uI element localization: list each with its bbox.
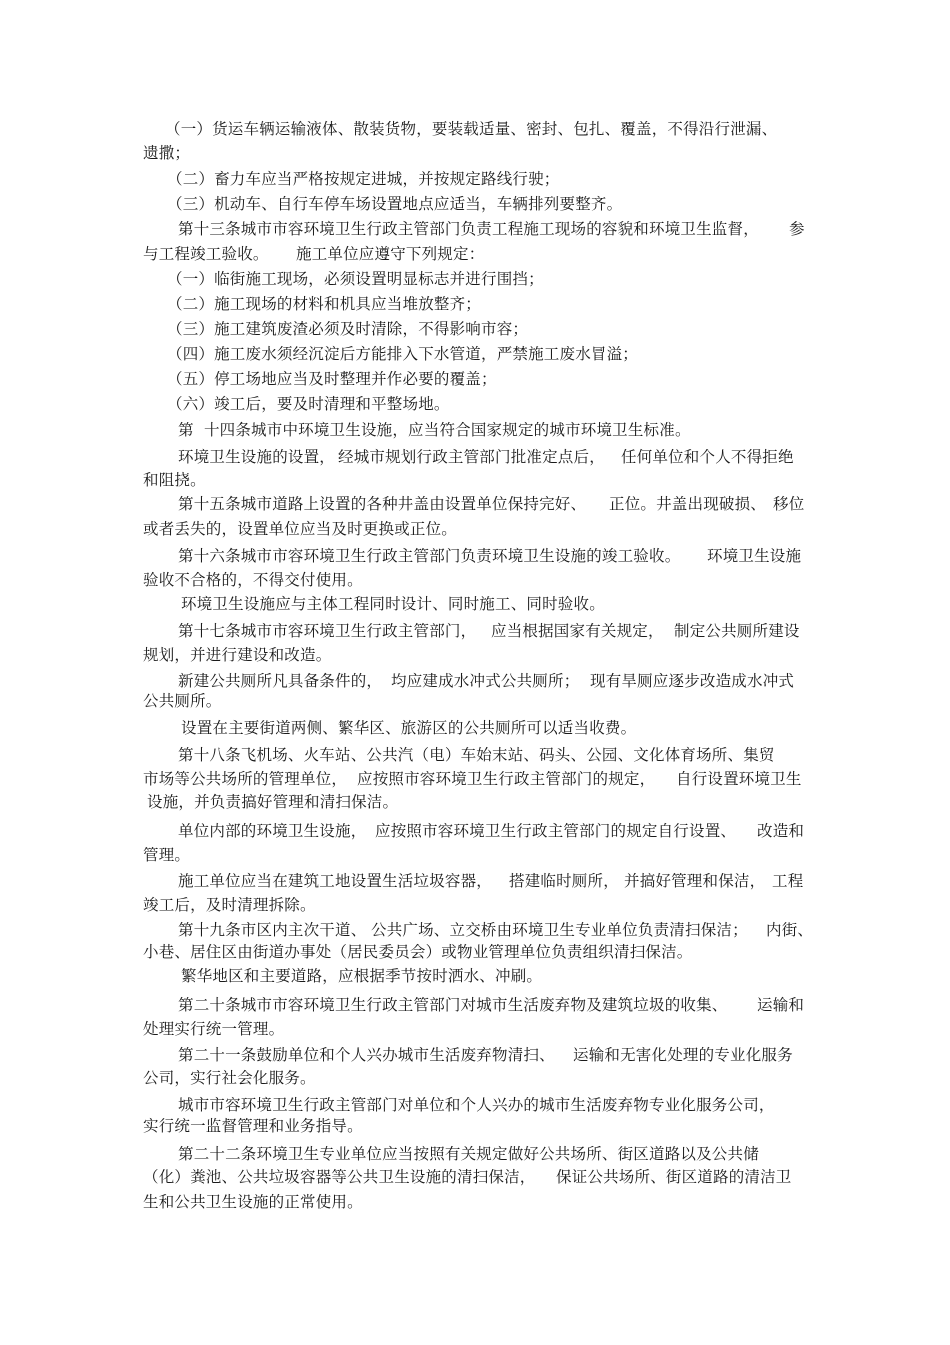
- text-line: [178, 420, 691, 440]
- text-segment: 繁华地区和主要道路，应根据季节按时洒水、冲刷。: [181, 967, 543, 985]
- text-segment: 第十八条飞机场、火车站、公共汽（电）车始末站、码头、公园、文化体育场所、集贸: [178, 746, 775, 764]
- text-segment: 并搞好管理和保洁，: [624, 872, 766, 890]
- text-segment: 第二十二条环境卫生专业单位应当按照有关规定做好公共场所、街区道路以及公共储: [178, 1145, 759, 1163]
- text-segment: 运输和: [757, 996, 805, 1014]
- text-line: [178, 546, 680, 566]
- text-line: [371, 920, 748, 940]
- text-segment: 规划，并进行建设和改造。: [143, 646, 332, 664]
- text-segment: 保证公共场所、街区道路的清洁卫: [556, 1168, 792, 1186]
- text-line: [143, 244, 269, 264]
- text-line: [590, 671, 794, 691]
- text-line: [143, 1167, 536, 1187]
- text-segment: （一）货运车辆运输液体、散装货物，要装载适量、密封、包扎、覆盖，不得沿行泄漏、: [165, 120, 778, 138]
- text-line: [624, 871, 765, 891]
- text-segment: 改造和: [757, 822, 805, 840]
- text-segment: （五）停工场地应当及时整理并作必要的覆盖；: [167, 370, 497, 388]
- text-segment: 小巷、居住区由街道办事处（居民委员会）或物业管理单位负责组织清扫保洁。: [143, 943, 693, 961]
- text-segment: 制定公共厕所建设: [674, 622, 800, 640]
- text-segment: 公共广场、立交桥由环境卫生专业单位负责清扫保洁；: [371, 921, 748, 939]
- text-segment: （二）畜力车应当严格按规定进城，并按规定路线行驶；: [167, 170, 560, 188]
- text-segment: 城市市容环境卫生行政主管部门对单位和个人兴办的城市生活废弃物专业化服务公司，: [178, 1096, 775, 1114]
- text-segment: 参: [789, 220, 805, 238]
- text-line: [143, 143, 190, 163]
- text-line: [178, 447, 335, 467]
- text-segment: 正位。井盖出现破损、: [609, 495, 767, 513]
- text-line: [143, 1068, 316, 1088]
- text-segment: 均应建成水冲式公共厕所；: [391, 672, 580, 690]
- text-line: [143, 645, 331, 665]
- text-segment: （四）施工废水须经沉淀后方能排入下水管道，严禁施工废水冒溢；: [167, 345, 639, 363]
- text-line: [167, 344, 638, 364]
- text-segment: 自行设置环境卫生: [676, 770, 802, 788]
- text-line: [143, 845, 190, 865]
- text-segment: 第十六条城市市容环境卫生行政主管部门负责环境卫生设施的竣工验收。: [178, 547, 681, 565]
- text-line: [357, 769, 655, 789]
- text-segment: 应按照市容环境卫生行政主管部门的规定自行设置、: [375, 822, 737, 840]
- text-line: [167, 269, 544, 289]
- text-line: [178, 995, 728, 1015]
- text-segment: 竣工后，及时清理拆除。: [143, 896, 316, 914]
- text-segment: 工程: [772, 872, 804, 890]
- text-line: [181, 594, 605, 614]
- text-segment: 第 十四条城市中环境卫生设施，应当符合国家规定的城市环境卫生标准。: [178, 421, 691, 439]
- text-line: [143, 942, 693, 962]
- text-segment: （三）机动车、自行车停车场设置地点应适当，车辆排列要整齐。: [167, 195, 623, 213]
- text-line: [143, 769, 347, 789]
- text-segment: 生和公共卫生设施的正常使用。: [143, 1193, 363, 1211]
- text-segment: （二）施工现场的材料和机具应当堆放整齐；: [167, 295, 482, 313]
- text-segment: 施工单位应当在建筑工地设置生活垃圾容器，: [178, 872, 493, 890]
- text-line: [167, 394, 450, 414]
- text-segment: 和阻挠。: [143, 471, 206, 489]
- text-segment: 移位: [773, 495, 805, 513]
- text-line: [772, 871, 803, 891]
- text-segment: 搭建临时厕所，: [509, 872, 619, 890]
- text-line: [143, 1192, 363, 1212]
- text-line: [391, 671, 579, 691]
- text-line: [181, 966, 542, 986]
- text-line: [707, 546, 801, 566]
- text-line: [757, 821, 804, 841]
- text-line: [147, 792, 398, 812]
- text-segment: 与工程竣工验收。: [143, 245, 269, 263]
- text-segment: 第十三条城市市容环境卫生行政主管部门负责工程施工现场的容貌和环境卫生监督，: [178, 220, 759, 238]
- text-line: [143, 470, 206, 490]
- text-line: [143, 1116, 363, 1136]
- text-segment: 经城市规划行政主管部门批准定点后，: [338, 448, 605, 466]
- text-line: [491, 621, 664, 641]
- text-segment: 公司，实行社会化服务。: [143, 1069, 316, 1087]
- text-line: [143, 570, 363, 590]
- text-segment: 环境卫生设施的设置，: [178, 448, 336, 466]
- text-line: [621, 447, 794, 467]
- text-line: [178, 671, 382, 691]
- text-segment: 新建公共厕所凡具备条件的，: [178, 672, 383, 690]
- text-line: [674, 621, 800, 641]
- text-line: [178, 821, 366, 841]
- text-segment: 验收不合格的，不得交付使用。: [143, 571, 363, 589]
- text-line: [181, 718, 636, 738]
- text-line: [167, 194, 622, 214]
- text-segment: 第十九条市区内主次干道、: [178, 921, 367, 939]
- text-line: [143, 1019, 284, 1039]
- text-line: [178, 1045, 555, 1065]
- text-line: [167, 319, 528, 339]
- text-segment: 单位内部的环境卫生设施，: [178, 822, 367, 840]
- text-line: [143, 895, 316, 915]
- text-segment: 环境卫生设施应与主体工程同时设计、同时施工、同时验收。: [181, 595, 605, 613]
- text-segment: 应按照市容环境卫生行政主管部门的规定，: [357, 770, 656, 788]
- text-line: [773, 494, 804, 514]
- text-line: [167, 369, 497, 389]
- text-line: [167, 294, 481, 314]
- text-line: [338, 447, 605, 467]
- text-segment: 第十七条城市市容环境卫生行政主管部门，: [178, 622, 477, 640]
- text-line: [178, 219, 759, 239]
- text-line: [178, 1095, 775, 1115]
- text-line: [178, 1144, 759, 1164]
- text-line: [609, 494, 766, 514]
- text-segment: 管理。: [143, 846, 191, 864]
- text-segment: 设施，并负责搞好管理和清扫保洁。: [147, 793, 399, 811]
- text-line: [789, 219, 805, 239]
- text-line: [676, 769, 802, 789]
- text-segment: 公共厕所。: [143, 692, 222, 710]
- text-segment: 第二十条城市市容环境卫生行政主管部门对城市生活废弃物及建筑垃圾的收集、: [178, 996, 728, 1014]
- text-segment: （一）临街施工现场，必须设置明显标志并进行围挡；: [167, 270, 544, 288]
- text-line: [375, 821, 736, 841]
- text-line: [178, 871, 492, 891]
- text-line: [766, 920, 813, 940]
- text-line: [556, 1167, 792, 1187]
- text-segment: 市场等公共场所的管理单位，: [143, 770, 348, 788]
- text-line: [165, 119, 777, 139]
- text-line: [178, 745, 775, 765]
- text-segment: 第十五条城市道路上设置的各种井盖由设置单位保持完好、: [178, 495, 587, 513]
- text-segment: 或者丢失的，设置单位应当及时更换或正位。: [143, 520, 458, 538]
- text-segment: 运输和无害化处理的专业化服务: [573, 1046, 793, 1064]
- text-line: [143, 691, 222, 711]
- text-line: [573, 1045, 793, 1065]
- text-line: [296, 244, 484, 264]
- text-segment: 任何单位和个人不得拒绝: [621, 448, 794, 466]
- text-segment: 第二十一条鼓励单位和个人兴办城市生活废弃物清扫、: [178, 1046, 555, 1064]
- text-line: [143, 519, 457, 539]
- text-segment: 遗撒；: [143, 144, 191, 162]
- text-segment: 处理实行统一管理。: [143, 1020, 285, 1038]
- text-segment: （化）粪池、公共垃圾容器等公共卫生设施的清扫保洁，: [143, 1168, 536, 1186]
- text-line: [178, 920, 366, 940]
- text-line: [167, 169, 560, 189]
- text-segment: 内街、: [766, 921, 814, 939]
- text-segment: 应当根据国家有关规定，: [491, 622, 664, 640]
- text-segment: （三）施工建筑废渣必须及时清除，不得影响市容；: [167, 320, 529, 338]
- text-segment: 现有旱厕应逐步改造成水冲式: [590, 672, 795, 690]
- text-segment: （六）竣工后，要及时清理和平整场地。: [167, 395, 450, 413]
- text-line: [509, 871, 619, 891]
- text-line: [178, 494, 586, 514]
- text-line: [757, 995, 804, 1015]
- text-segment: 环境卫生设施: [707, 547, 802, 565]
- text-line: [178, 621, 476, 641]
- text-segment: 施工单位应遵守下列规定：: [296, 245, 485, 263]
- text-segment: 实行统一监督管理和业务指导。: [143, 1117, 363, 1135]
- text-segment: 设置在主要街道两侧、繁华区、旅游区的公共厕所可以适当收费。: [181, 719, 637, 737]
